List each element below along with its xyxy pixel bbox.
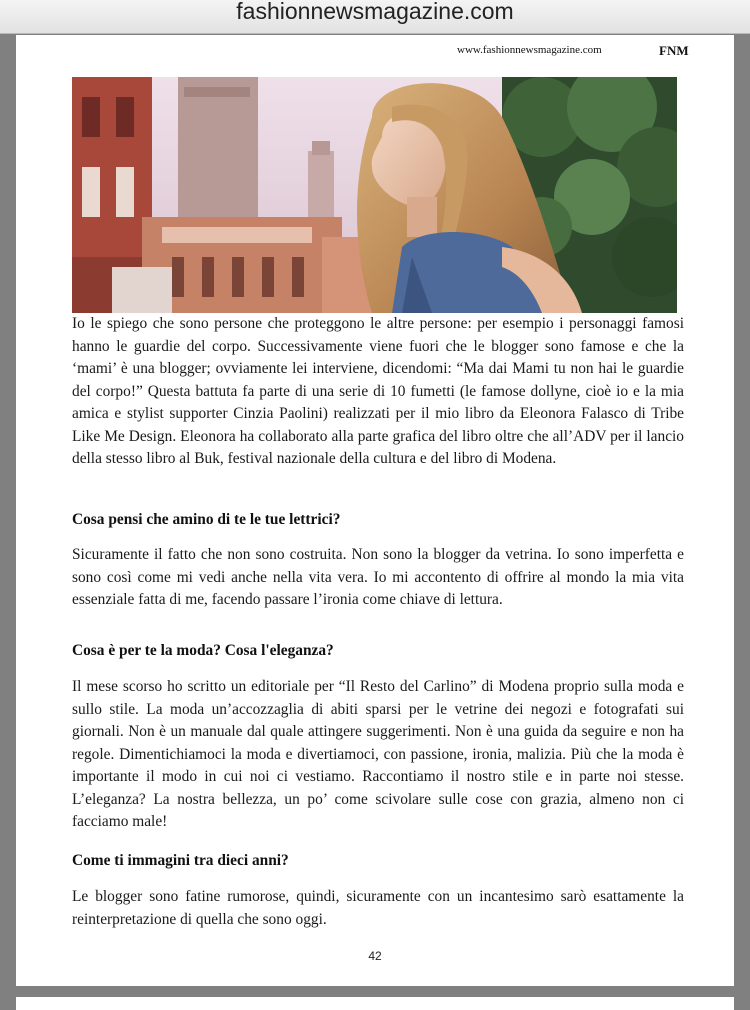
- question-3: Come ti immagini tra dieci anni?: [72, 852, 289, 869]
- photo-woman-city-icon: [72, 77, 677, 313]
- answer-2-text: Il mese scorso ho scritto un editoriale per “Il Resto del Carlino” di Modena proprio sulla moda e sullo stile. La moda un’accozzaglia di abiti sparsi per le vetrine dei negozi e fotografati sui giornali. Non è un manuale dal quale attingere suggerimenti. Non è una guida da seguire e non ha regole. Dimentichiamoci la moda e divertiamoci, con passione, ironia, malizia. Più che la moda è importante il modo in cui noi ci vestiamo. Raccontiamo il nostro stile e in parte noi stesse. L’eleganza? La nostra bellezza, un po’ come scivolare sulle cose con grazia, almeno non ci facciamo male!: [72, 678, 684, 830]
- header-site-url: www.fashionnewsmagazine.com: [457, 44, 602, 56]
- answer-3-paragraph: [72, 886, 684, 931]
- intro-paragraph: [72, 313, 684, 471]
- answer-3-text: Le blogger sono fatine rumorose, quindi, sicuramente con un incantesimo sarò esattamente la reinterpretazione di quella che sono oggi.: [72, 888, 684, 928]
- header-brand: FNM: [659, 43, 689, 58]
- article-photo: [72, 77, 677, 313]
- answer-1-paragraph: [72, 544, 684, 612]
- browser-url-bar[interactable]: [0, 0, 750, 34]
- question-2: Cosa è per te la moda? Cosa l'eleganza?: [72, 642, 334, 659]
- intro-text: Io le spiego che sono persone che proteggono le altre persone: per esempio i personaggi famosi hanno le guardie del corpo. Successivamente viene fuori che le blogger sono famose e che la ‘mami’ è una blogger; ovviamente lei interviene, dicendomi: “Ma dai Mami tu non hai le guardie del corpo!” Questa battuta fa parte di una serie di 10 fumetti (le famose dollyne, cioè io e la mia amica e stylist supporter Cinzia Paolini) realizzati per il mio libro da Eleonora Falasco di Tribe Like Me Design. Eleonora ha collaborato alla parte grafica del libro oltre che all’ADV per il lancio della stesso libro al Buk, festival nazionale della cultura e del libro di Modena.: [72, 315, 684, 467]
- answer-2-paragraph: [72, 676, 684, 834]
- url-text[interactable]: fashionnewsmagazine.com: [236, 0, 514, 24]
- magazine-page: [16, 35, 734, 986]
- answer-1-text: Sicuramente il fatto che non sono costruita. Non sono la blogger da vetrina. Io sono imperfetta e sono così come mi vedi anche nella vita vera. Io mi accontento di offrire al mondo la mia vita essenziale fatta di me, facendo passare l’ironia come chiave di lettura.: [72, 546, 684, 608]
- page-number: 42: [368, 949, 382, 963]
- question-1: Cosa pensi che amino di te le tue lettrici?: [72, 511, 341, 528]
- next-page-edge: [16, 997, 734, 1010]
